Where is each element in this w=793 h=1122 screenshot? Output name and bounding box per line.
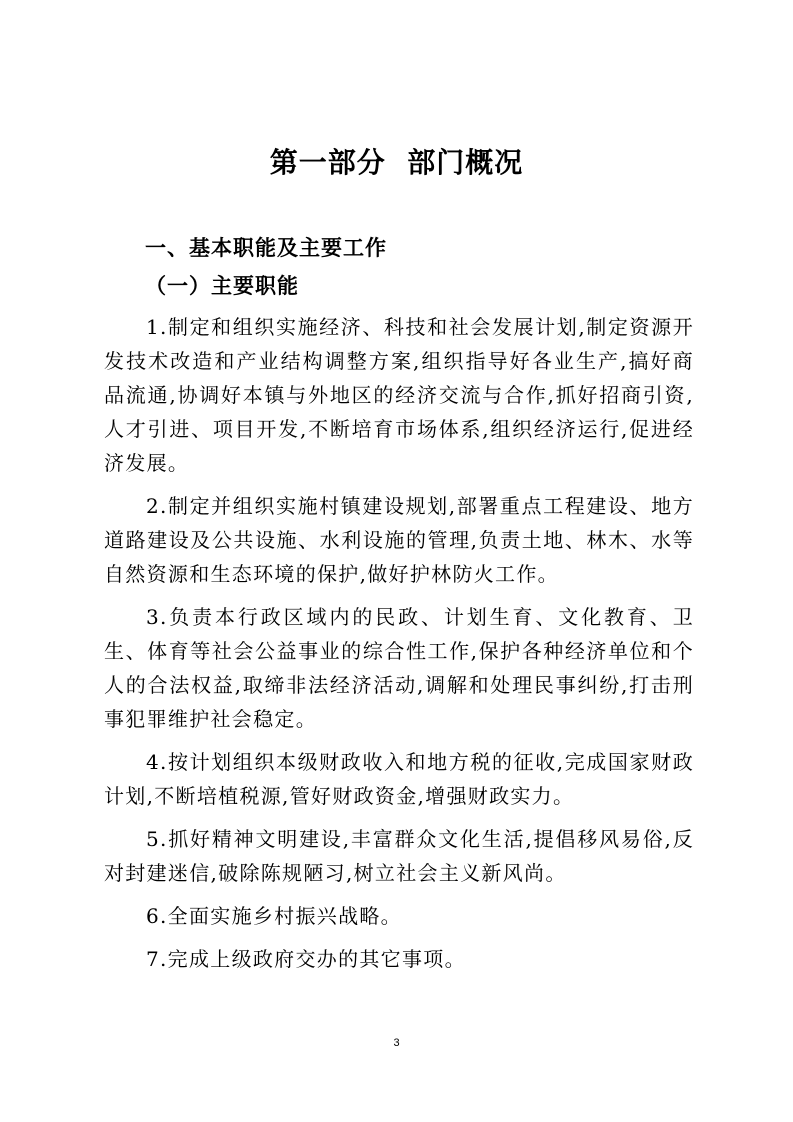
paragraph-3: 3.负责本行政区域内的民政、计划生育、文化教育、卫生、体育等社会公益事业的综合性工作,保护各种经济单位和个人的合法权益,取缔非法经济活动,调解和处理民事纠纷,打击刑事犯罪维护社会稳定。 bbox=[104, 605, 694, 731]
paragraph-6: 6.全面实施乡村振兴战略。 bbox=[146, 904, 402, 928]
page-number: 3 bbox=[393, 1037, 400, 1049]
paragraph-5: 5.抓好精神文明建设,丰富群众文化生活,提倡移风易俗,反对封建迷信,破除陈规陋习,树立社会主义新风尚。 bbox=[104, 827, 694, 885]
paragraph-2: 2.制定并组织实施村镇建设规划,部署重点工程建设、地方道路建设及公共设施、水利设施的管理,负责土地、林木、水等自然资源和生态环境的保护,做好护林防火工作。 bbox=[104, 494, 694, 586]
paragraph-1: 1.制定和组织实施经济、科技和社会发展计划,制定资源开发技术改造和产业结构调整方案,组织指导好各业生产,搞好商品流通,协调好本镇与外地区的经济交流与合作,抓好招商引资,人才引进、项目开发,不断培育市场体系,组织经济运行,促进经济发展。 bbox=[104, 315, 694, 475]
paragraph-4: 4.按计划组织本级财政收入和地方税的征收,完成国家财政计划,不断培植税源,管好财政资金,增强财政实力。 bbox=[104, 750, 694, 808]
document-body bbox=[104, 310, 694, 976]
page-title: 第一部分 部门概况 bbox=[269, 146, 524, 179]
section-heading: 一、基本职能及主要工作 bbox=[145, 236, 387, 260]
subsection-heading: （一）主要职能 bbox=[145, 274, 299, 298]
paragraph-7: 7.完成上级政府交办的其它事项。 bbox=[146, 947, 466, 971]
